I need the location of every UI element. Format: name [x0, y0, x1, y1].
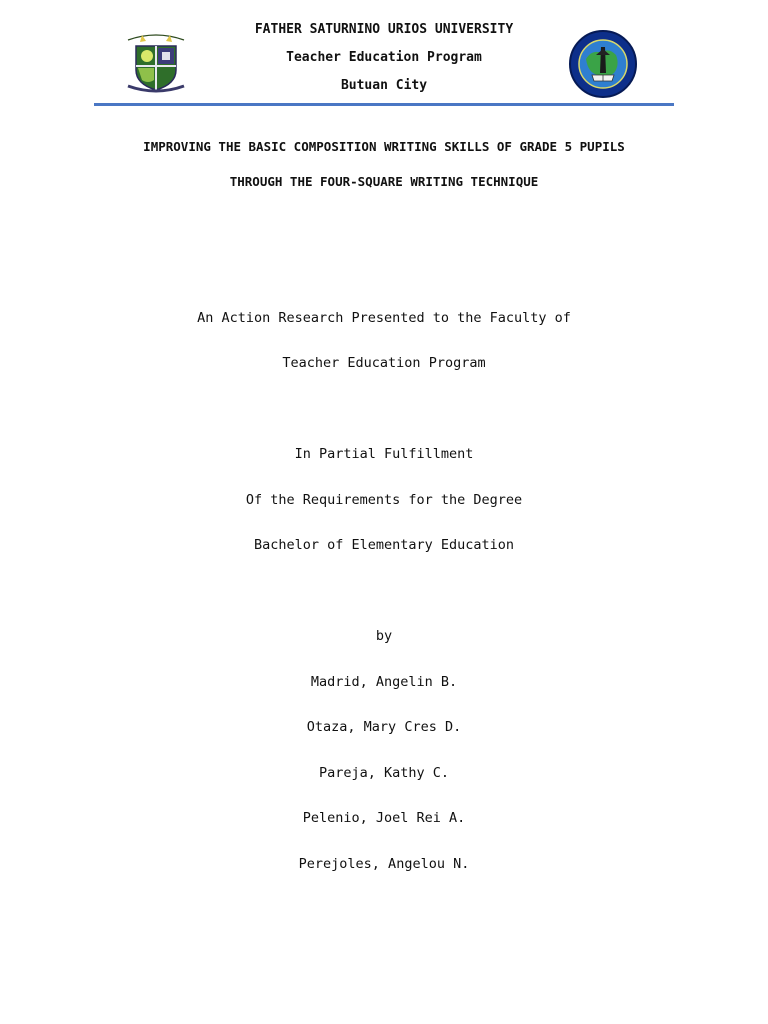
author-name: Madrid, Angelin B. — [310, 674, 458, 690]
presentation-line-2: Teacher Education Program — [282, 355, 486, 371]
header-divider — [94, 103, 674, 106]
teacher-education-seal-icon — [568, 29, 638, 99]
author-name: Perejoles, Angelou N. — [298, 856, 470, 872]
fulfillment-line-2: Of the Requirements for the Degree — [245, 492, 523, 508]
degree-name: Bachelor of Elementary Education — [253, 537, 515, 553]
program-name: Teacher Education Program — [286, 50, 482, 65]
author-name: Otaza, Mary Cres D. — [306, 719, 462, 735]
university-name: FATHER SATURNINO URIOS UNIVERSITY — [254, 22, 514, 37]
author-name: Pelenio, Joel Rei A. — [302, 810, 466, 826]
presentation-line-1: An Action Research Presented to the Faculty of — [197, 310, 571, 326]
research-title-line-1: IMPROVING THE BASIC COMPOSITION WRITING SKILLS OF GRADE 5 PUPILS — [143, 139, 625, 154]
research-title-line-2: THROUGH THE FOUR-SQUARE WRITING TECHNIQUE — [229, 174, 539, 189]
fulfillment-line-1: In Partial Fulfillment — [294, 446, 474, 462]
city-name: Butuan City — [340, 78, 428, 93]
author-name: Pareja, Kathy C. — [318, 765, 450, 781]
by-label: by — [375, 628, 393, 644]
